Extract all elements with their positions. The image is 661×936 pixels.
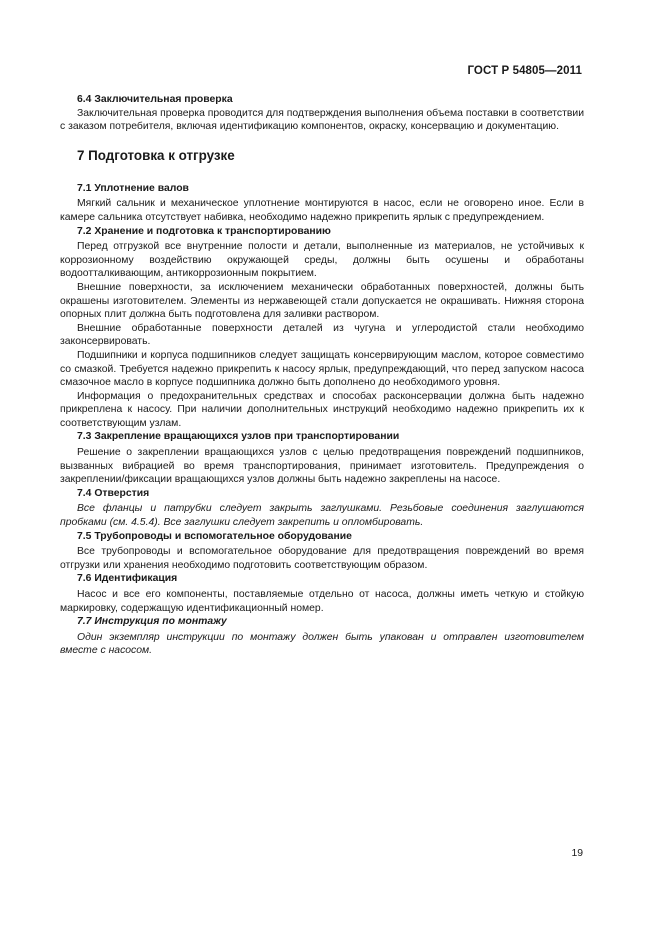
section-7-4-text: Все фланцы и патрубки следует закрыть заглушками. Резьбовые соединения заглушаются пробками (см. 4.5.4). Все заглушки следует закрепить и опломбировать.	[60, 503, 584, 529]
section-7-3-heading: 7.3 Закрепление вращающихся узлов при транспортировании	[77, 431, 400, 443]
section-7-1-text: Мягкий сальник и механическое уплотнение монтируются в насос, если не оговорено иное. Если в камере сальника отсутствует набивка, необходимо надежно прикрепить ярлык с предупреждением.	[60, 198, 584, 223]
page-body	[60, 93, 584, 658]
section-7-4-heading: 7.4 Отверстия	[77, 487, 150, 499]
section-7-6-text: Насос и все его компоненты, поставляемые отдельно от насоса, должны иметь четкую и стойкую маркировку, содержащую идентификационный номер.	[60, 589, 584, 614]
section-7-2-paragraph-1: Перед отгрузкой все внутренние полости и детали, выполненные из материалов, не устойчивых к коррозионному воздействию окружающей среды, должны быть осушены и обработаны водоотталкивающим, антикоррозионным покрытием.	[60, 241, 584, 280]
section-7-7-text: Один экземпляр инструкции по монтажу должен быть упакован и отправлен изготовителем вместе с насосом.	[60, 631, 584, 657]
section-7-5-text: Все трубопроводы и вспомогательное оборудование для предотвращения повреждений во время отгрузки или хранения необходимо подготовить соответствующим образом.	[60, 546, 584, 571]
document-standard-number: ГОСТ Р 54805—2011	[467, 65, 582, 77]
page-number: 19	[571, 848, 583, 859]
section-7-2-paragraph-2: Внешние поверхности, за исключением механически обработанных поверхностей, должны быть окрашены изготовителем. Элементы из нержавеющей стали допускается не окрашивать. Нижняя сторона опорных плит должна быть подготовлена для заливки раствором.	[60, 281, 584, 321]
section-7-1-heading: 7.1 Уплотнение валов	[77, 182, 189, 194]
section-6-4-text: Заключительная проверка проводится для подтверждения выполнения объема поставки в соответствии с заказом потребителя, включая идентификацию компонентов, окраску, консервацию и документацию.	[60, 107, 584, 133]
section-7-3-text: Решение о закреплении вращающихся узлов с целью предотвращения повреждений подшипников, вызванных вибрацией во время транспортирования, принимает изготовитель. Предупреждения о закреплении/фиксации вращающихся узлов должны быть надежно закреплены на насосе.	[60, 447, 584, 486]
section-7-5-heading: 7.5 Трубопроводы и вспомогательное оборудование	[77, 530, 352, 542]
section-7-2-paragraph-4: Подшипники и корпуса подшипников следует защищать консервирующим маслом, которое совместимо со смазкой. Требуется надежно прикрепить к насосу ярлык, предупреждающий, что перед запуском насоса смазочное масло в корпусе подшипника должно быть дополнено до необходимого уровня.	[60, 349, 584, 389]
section-7-6-heading: 7.6 Идентификация	[77, 573, 178, 585]
section-6-4-heading: 6.4 Заключительная проверка	[77, 94, 233, 105]
section-7-7-heading: 7.7 Инструкция по монтажу	[77, 616, 227, 628]
section-7-2-paragraph-3: Внешние обработанные поверхности деталей из чугуна и углеродистой стали необходимо законсервировать.	[60, 322, 584, 348]
section-7-heading: 7 Подготовка к отгрузке	[77, 147, 235, 163]
section-7-2-heading: 7.2 Хранение и подготовка к транспортированию	[77, 225, 331, 237]
section-7-2-paragraph-5: Информация о предохранительных средствах и способах расконсервации должна быть надежно прикреплена к насосу. При наличии дополнительных инструкций необходимо надежно прикрепить их к соответствующим узлам.	[60, 390, 584, 429]
